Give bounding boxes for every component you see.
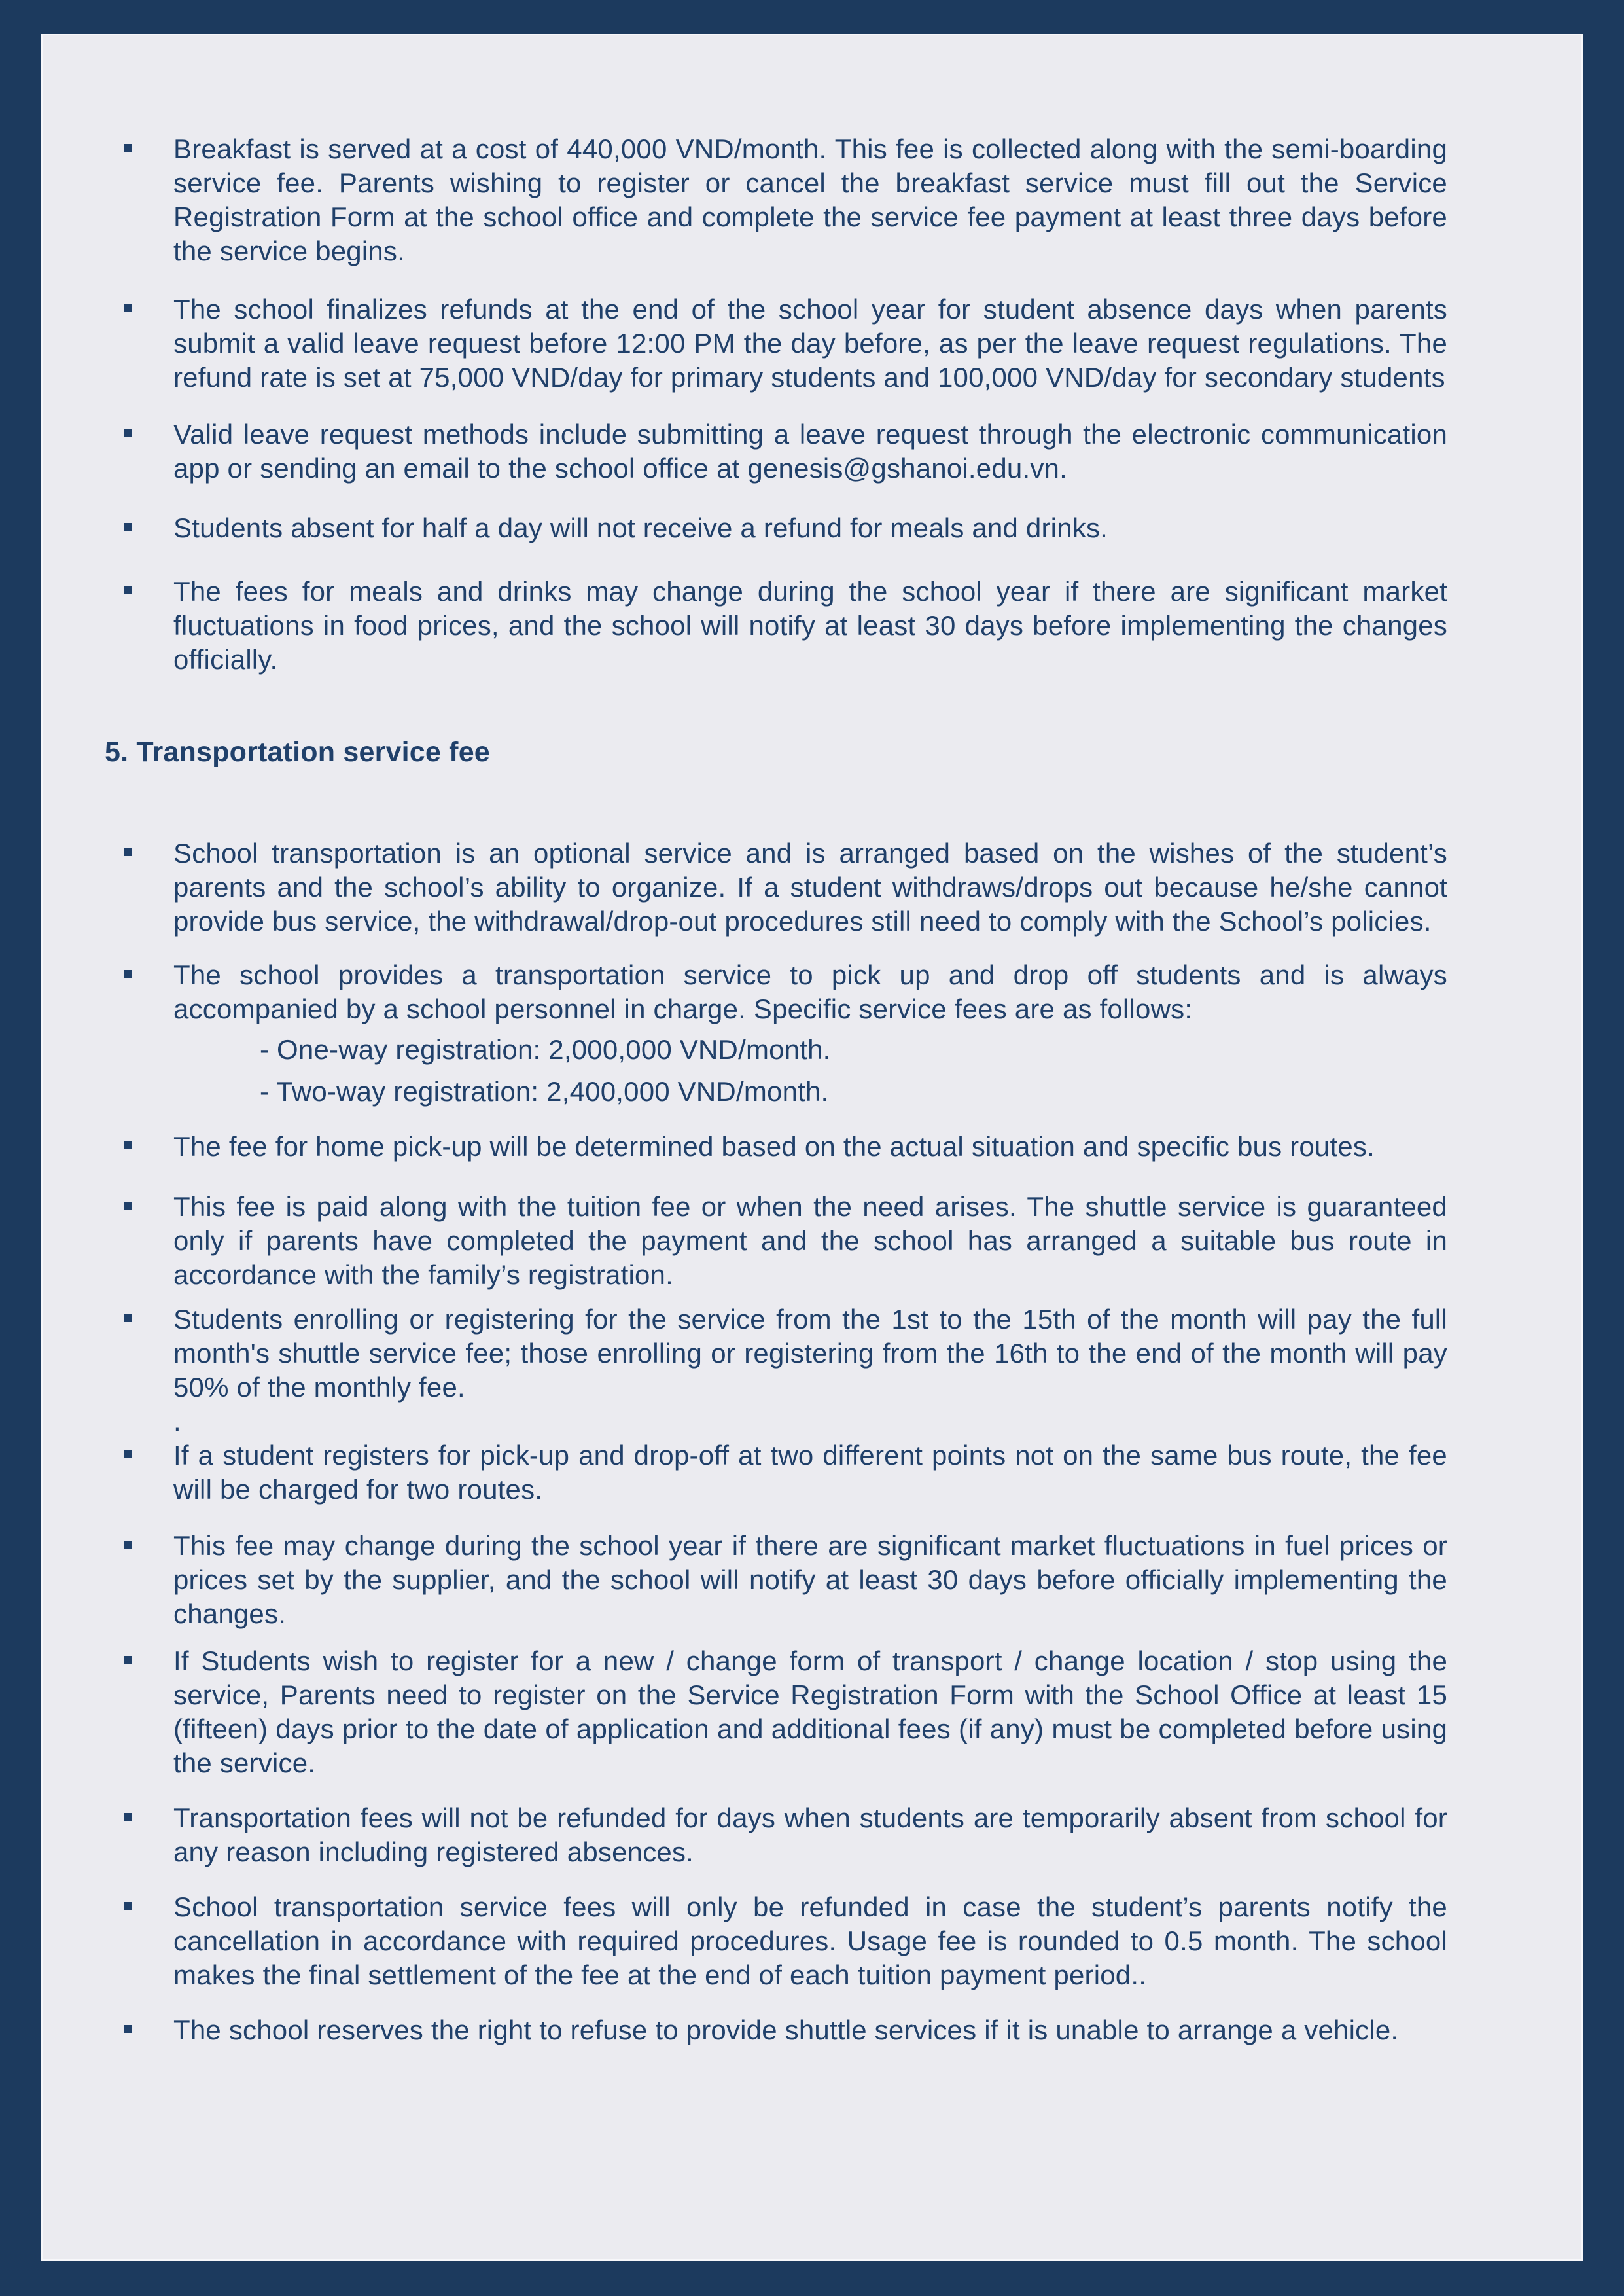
bullet-text: School transportation is an optional service and is arranged based on the wishes of the student’s parents and the school’s ability to organize. If a student withdraws/drops out because he/she cannot provide bus service, the withdrawal/drop-out procedures still need to comply with the School’s policies.: [173, 838, 1447, 937]
bullet-text: The school reserves the right to refuse to provide shuttle services if it is unable to arrange a vehicle.: [173, 2015, 1399, 2045]
bullet-item: [124, 575, 1447, 677]
bullet-square-icon: [124, 1190, 173, 1210]
bullet-item: [124, 1890, 1447, 1992]
bullet-square-icon: [124, 836, 173, 856]
fee-option-two-way: - Two-way registration: 2,400,000 VND/month.: [260, 1076, 829, 1107]
bullet-text: The school finalizes refunds at the end of the school year for student absence days when parents submit a valid leave request before 12:00 PM the day before, as per the leave request regulations. The refund rate is set at 75,000 VND/day for primary students and 100,000 VND/day for secondary students: [173, 294, 1447, 393]
section-heading: 5. Transportation service fee: [105, 736, 490, 768]
bullet-text: The school provides a transportation service to pick up and drop off students and is always accompanied by a school personnel in charge. Specific service fees are as follows:: [173, 960, 1447, 1024]
bullet-text: Valid leave request methods include submitting a leave request through the electronic communication app or sending an email to the school office at genesis@gshanoi.edu.vn.: [173, 419, 1447, 484]
bullet-text: Students enrolling or registering for the service from the 1st to the 15th of the month will pay the full month's shuttle service fee; those enrolling or registering from the 16th to the end of the month will pay 50% of the monthly fee.: [173, 1304, 1447, 1403]
fee-option-one-way: - One-way registration: 2,000,000 VND/month.: [260, 1034, 831, 1065]
bullet-item: [124, 418, 1447, 486]
bullet-item: [124, 132, 1447, 268]
bullet-text: This fee may change during the school year if there are significant market fluctuations in fuel prices or prices set by the supplier, and the school will notify at least 30 days before officially implementing the changes.: [173, 1530, 1447, 1629]
bullet-square-icon: [124, 418, 173, 437]
document-page: [41, 34, 1583, 2261]
bullet-square-icon: [124, 1529, 173, 1549]
bullet-item: [124, 511, 1447, 545]
bullet-text: School transportation service fees will only be refunded in case the student’s parents notify the cancellation in accordance with required procedures. Usage fee is rounded to 0.5 month. The school makes the final settlement of the fee at the end of each tuition payment period..: [173, 1892, 1447, 1990]
bullet-text: Transportation fees will not be refunded for days when students are temporarily absent from school for any reason including registered absences.: [173, 1803, 1447, 1867]
bullet-item: [124, 293, 1447, 395]
bullet-square-icon: [124, 1890, 173, 1910]
bullet-item: [124, 1439, 1447, 1507]
bullet-square-icon: [124, 2013, 173, 2033]
bullet-text: The fee for home pick-up will be determined based on the actual situation and specific bus routes.: [173, 1131, 1375, 1162]
bullet-square-icon: [124, 1801, 173, 1821]
bullet-square-icon: [124, 958, 173, 978]
bullet-item: [124, 2013, 1447, 2047]
bullet-square-icon: [124, 1644, 173, 1664]
bullet-item: [124, 1302, 1447, 1405]
bullet-text: If Students wish to register for a new / change form of transport / change location / stop using the service, Parents need to register on the Service Registration Form with the School Office at least 15 (fifteen) days prior to the date of application and additional fees (if any) must be completed before using the service.: [173, 1645, 1447, 1778]
stray-period: .: [173, 1406, 181, 1437]
bullet-square-icon: [124, 575, 173, 594]
bullet-text: Students absent for half a day will not receive a refund for meals and drinks.: [173, 512, 1108, 543]
bullet-item: [124, 1190, 1447, 1292]
bullet-item: [124, 958, 1447, 1026]
bullet-square-icon: [124, 132, 173, 152]
bullet-square-icon: [124, 1439, 173, 1458]
bullet-item: [124, 1801, 1447, 1869]
bullet-text: This fee is paid along with the tuition fee or when the need arises. The shuttle service is guaranteed only if parents have completed the payment and the school has arranged a suitable bus route in accordance with the family’s registration.: [173, 1191, 1447, 1290]
bullet-text: If a student registers for pick-up and drop-off at two different points not on the same bus route, the fee will be charged for two routes.: [173, 1440, 1447, 1505]
bullet-item: [124, 1130, 1447, 1164]
bullet-square-icon: [124, 293, 173, 312]
bullet-square-icon: [124, 1302, 173, 1322]
bullet-square-icon: [124, 511, 173, 531]
bullet-item: [124, 836, 1447, 939]
bullet-item: [124, 1644, 1447, 1780]
bullet-square-icon: [124, 1130, 173, 1149]
bullet-text: The fees for meals and drinks may change during the school year if there are significant market fluctuations in food prices, and the school will notify at least 30 days before implementing the changes officially.: [173, 576, 1447, 675]
bullet-item: [124, 1529, 1447, 1631]
bullet-text: Breakfast is served at a cost of 440,000 VND/month. This fee is collected along with the semi-boarding service fee. Parents wishing to register or cancel the breakfast service must fill out the Service Registration Form at the school office and complete the service fee payment at least three days before the service begins.: [173, 134, 1447, 266]
